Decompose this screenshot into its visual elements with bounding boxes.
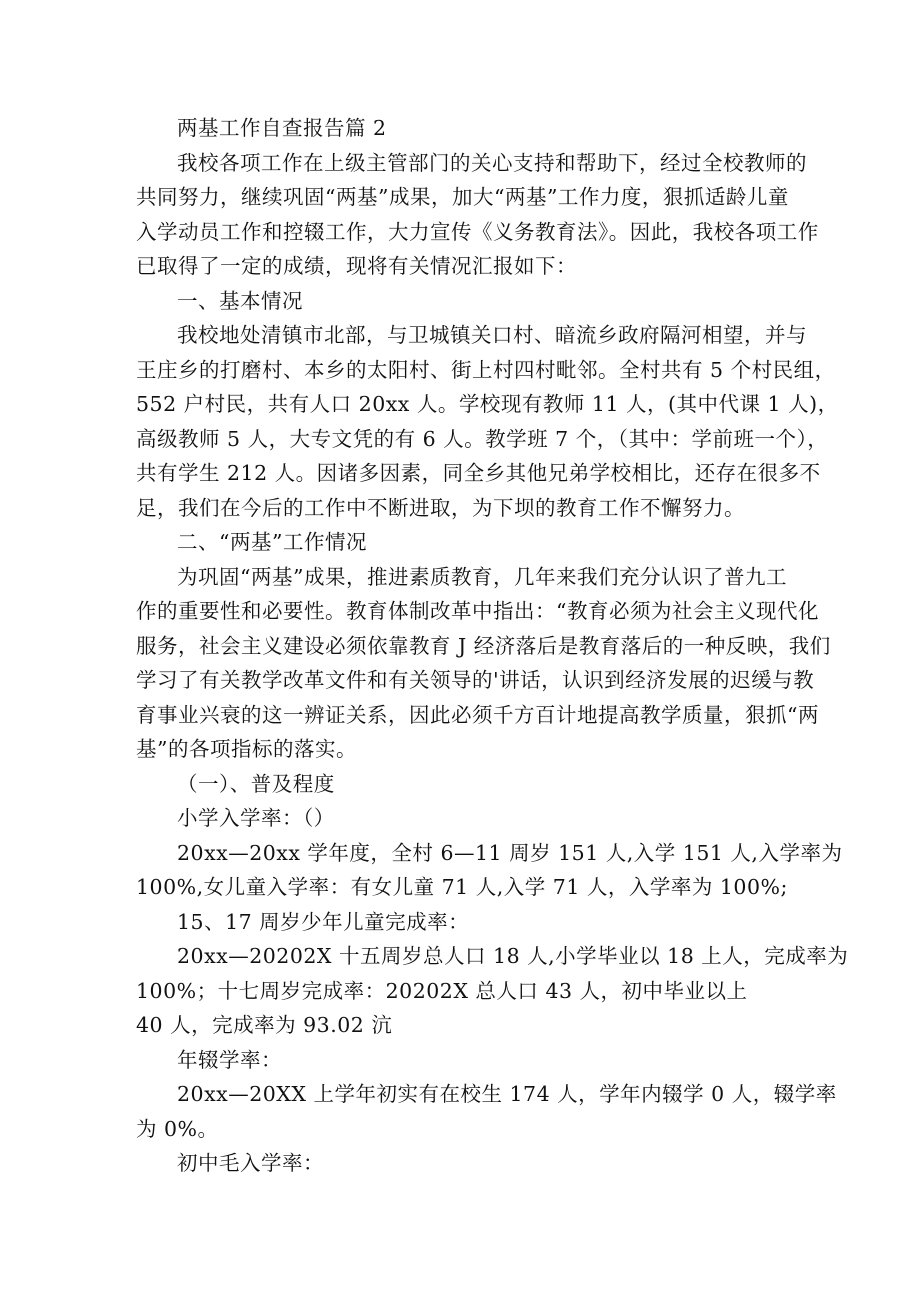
paragraph-line: 服务，社会主义建设必须依靠教育 J 经济落后是教育落后的一种反映，我们	[136, 633, 831, 658]
section-heading-two-basics: 二、“两基”工作情况	[177, 530, 367, 554]
primary-enrollment-paragraph	[136, 836, 843, 905]
completion-rate-paragraph	[136, 939, 849, 1043]
primary-enrollment-label: 小学入学率：（）	[177, 806, 335, 830]
completion-rate-label: 15、17 周岁少年儿童完成率：	[177, 909, 470, 934]
subsection-heading-coverage: （一）、普及程度	[177, 771, 335, 796]
basic-info-paragraph	[136, 318, 839, 525]
paragraph-line: 高级教师 5 人，大专文凭的有 6 人。教学班 7 个，（其中：学前班一个），	[136, 426, 829, 451]
paragraph-line: 20xx—20202X 十五周岁总人口 18 人,小学毕业以 18 上人，完成率为	[177, 944, 849, 968]
section-heading-basic-info: 一、基本情况	[177, 288, 303, 313]
intro-paragraph	[136, 146, 819, 284]
document-title: 两基工作自查报告篇 2	[177, 116, 387, 140]
paragraph-line: 552 户村民，共有人口 20xx 人。学校现有教师 11 人，(其中代课 1 人)，	[136, 392, 839, 416]
dropout-rate-label: 年辍学率：	[177, 1047, 282, 1072]
document-body	[136, 111, 849, 1181]
paragraph-line: 我校地处清镇市北部，与卫城镇关口村、暗流乡政府隔河相望，并与	[177, 323, 807, 347]
paragraph-line: 为 0%。	[136, 1116, 219, 1141]
two-basics-paragraph	[136, 560, 831, 767]
dropout-rate-paragraph	[136, 1077, 837, 1146]
paragraph-line: 100%；十七周岁完成率：20202X 总人口 43 人，初中毕业以上	[136, 978, 748, 1003]
paragraph-line: 20xx—20XX 上学年初实有在校生 174 人，学年内辍学 0 人，辍学率	[177, 1082, 837, 1106]
paragraph-line: 基”的各项指标的落实。	[136, 737, 357, 761]
paragraph-line: 入学动员工作和控辍工作，大力宣传《义务教育法》。因此，我校各项工作	[136, 219, 819, 244]
paragraph-line: 作的重要性和必要性。教育体制改革中指出：“教育必须为社会主义现代化	[136, 599, 819, 623]
paragraph-line: 育事业兴衰的这一辨证关系，因此必须千方百计地提高教学质量，狠抓“两	[136, 702, 819, 727]
paragraph-line: 王庄乡的打磨村、本乡的太阳村、街上村四村毗邻。全村共有 5 个村民组，	[136, 357, 836, 382]
paragraph-line: 共有学生 212 人。因诸多因素，同全乡其他兄弟学校相比，还存在很多不	[136, 461, 821, 485]
paragraph-line: 40 人，完成率为 93.02 沆	[136, 1013, 393, 1037]
paragraph-line: 已取得了一定的成绩，现将有关情况汇报如下：	[136, 254, 577, 278]
paragraph-line: 共同努力，继续巩固“两基”成果，加大“两基”工作力度，狠抓适龄儿童	[136, 185, 789, 209]
junior-enrollment-label: 初中毛入学率：	[177, 1151, 324, 1175]
paragraph-line: 足，我们在今后的工作中不断进取，为下坝的教育工作不懈努力。	[136, 495, 745, 520]
paragraph-line: 20xx—20xx 学年度，全村 6—11 周岁 151 人,入学 151 人,入学率为	[177, 840, 843, 865]
paragraph-line: 学习了有关教学改革文件和有关领导的'讲话，认识到经济发展的迟缓与教	[136, 668, 815, 692]
paragraph-line: 100%,女儿童入学率：有女儿童 71 人,入学 71 人，入学率为 100%;	[136, 875, 788, 899]
paragraph-line: 我校各项工作在上级主管部门的关心支持和帮助下，经过全校教师的	[177, 150, 807, 175]
paragraph-line: 为巩固“两基”成果，推进素质教育，几年来我们充分认识了普九工	[177, 564, 787, 589]
